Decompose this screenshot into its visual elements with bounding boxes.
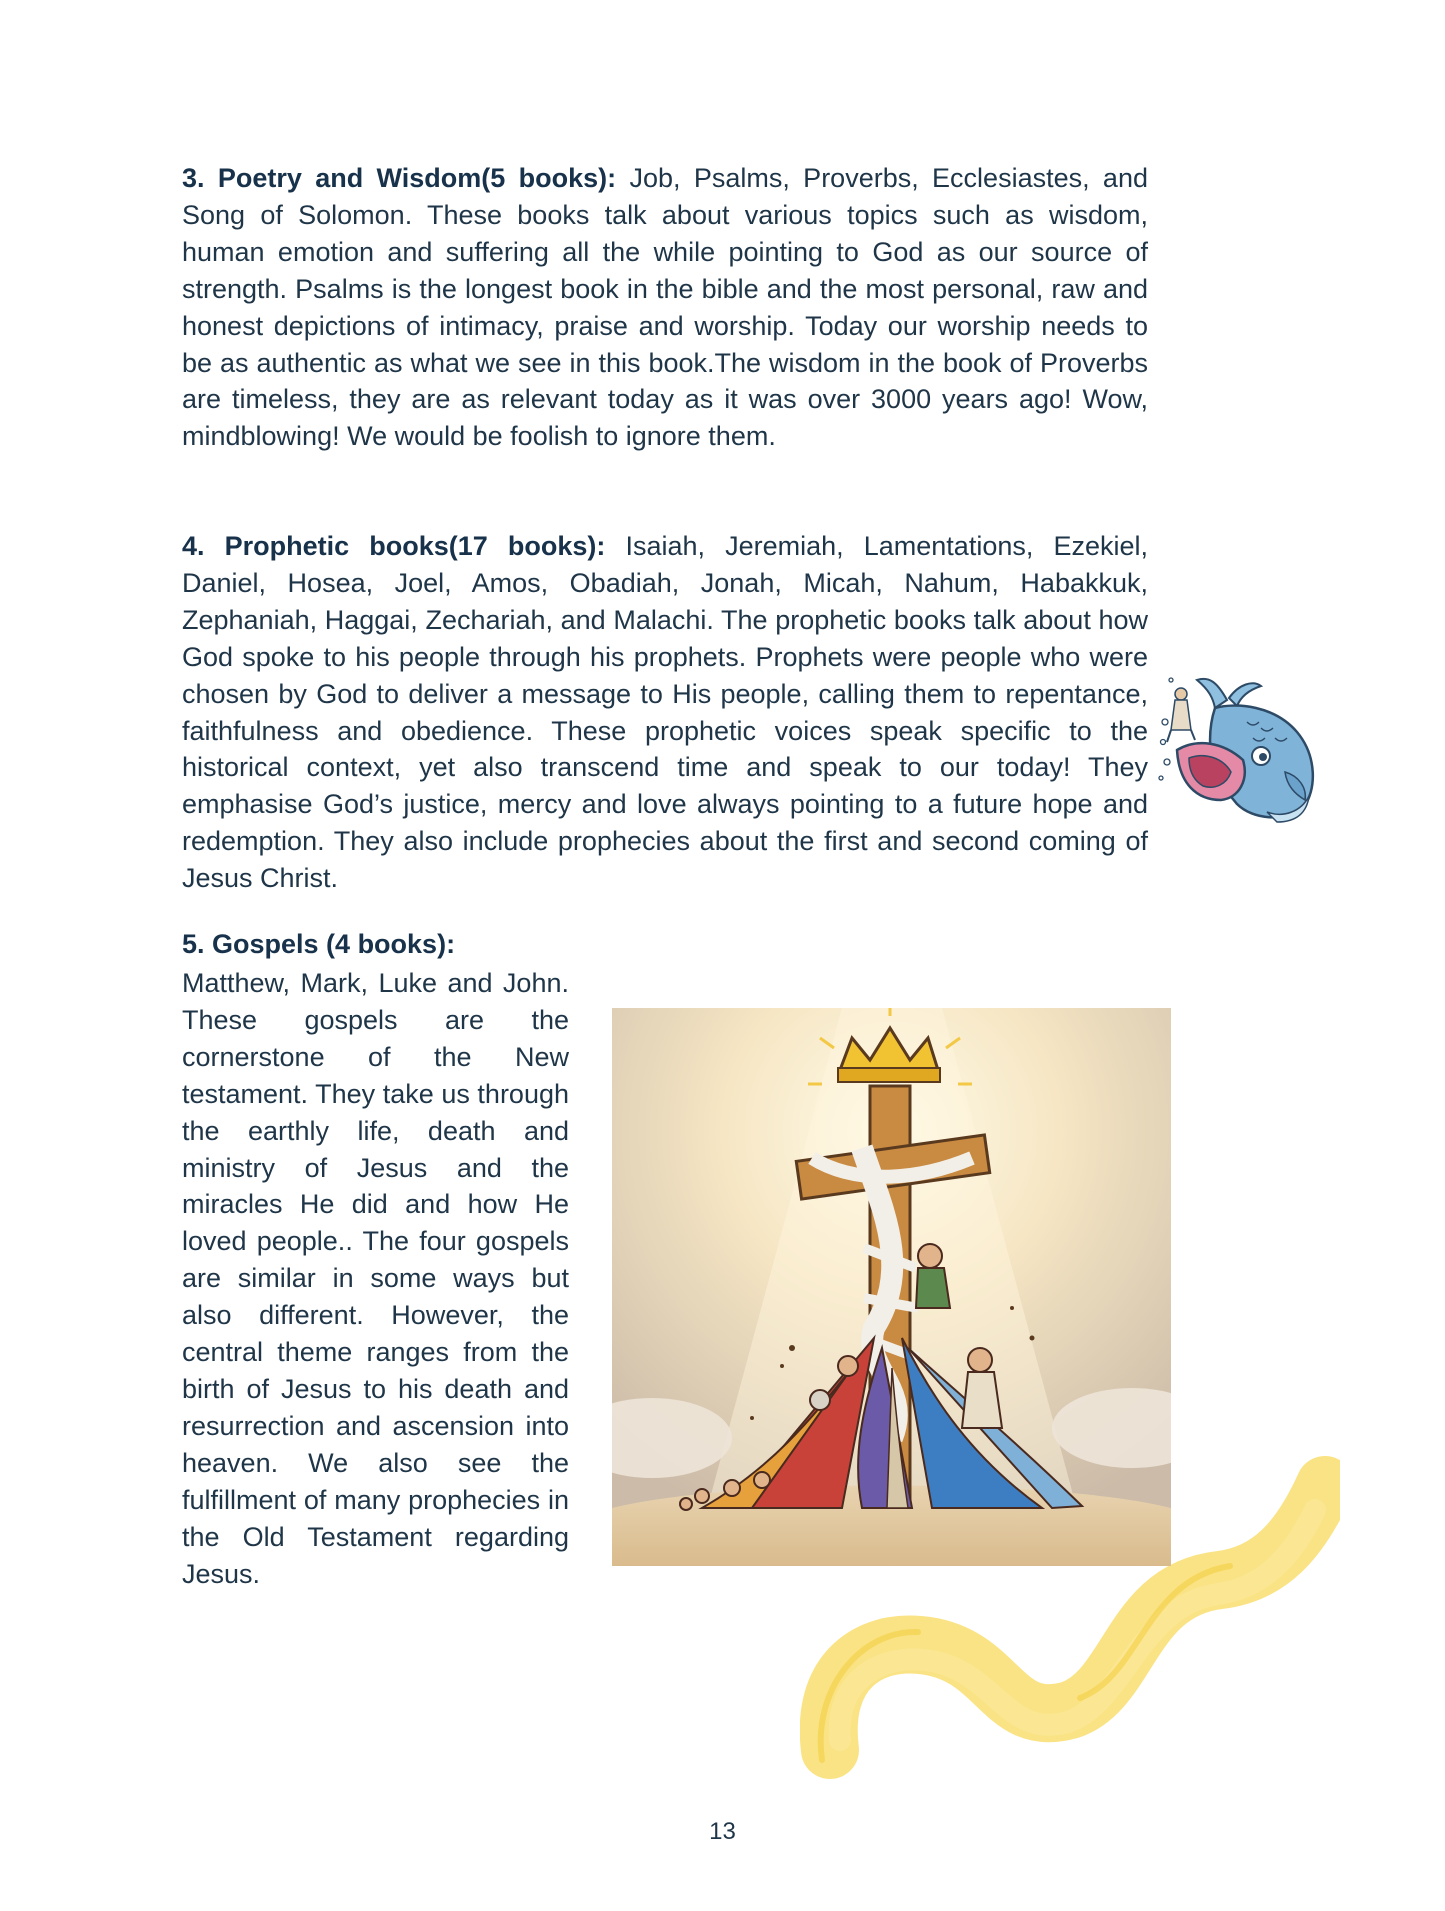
poetry-wisdom-heading: 3. Poetry and Wisdom(5 books):: [182, 163, 617, 193]
gospels-heading: 5. Gospels (4 books):: [182, 929, 456, 959]
poetry-wisdom-paragraph: [182, 160, 1148, 455]
crowned-cross-illustration: [612, 1008, 1171, 1566]
prophetic-books-paragraph: [182, 528, 1148, 897]
poetry-wisdom-body: Job, Psalms, Proverbs, Ecclesiastes, and Song of Solomon. These books talk about various topics such as wisdom, human emotion and suffering all the while pointing to God as our source of strength. Psalms is the longest book in the bible and the most personal, raw and honest depictions of intimacy, praise and worship. Today our worship needs to be as authentic as what we see in this book.The wisdom in the book of Proverbs are timeless, they are as relevant today as it was over 3000 years ago! Wow, mindblowing! We would be foolish to ignore them.: [182, 163, 1148, 452]
jonah-fish-illustration: [1157, 672, 1327, 834]
page-number: 13: [709, 1818, 736, 1845]
prophetic-books-heading: 4. Prophetic books(17 books):: [182, 531, 606, 561]
prophetic-books-body: Isaiah, Jeremiah, Lamentations, Ezekiel, Daniel, Hosea, Joel, Amos, Obadiah, Jonah, Micah, Nahum, Habakkuk, Zephaniah, Haggai, Zechariah, and Malachi. The prophetic books talk about how God spoke to his people through his prophets. Prophets were people who were chosen by God to deliver a message to His people, calling them to repentance, faithfulness and obedience. These prophetic voices speak specific to the historical context, yet also transcend time and speak to our today! They emphasise God’s justice, mercy and love always pointing to a future hope and redemption. They also include prophecies about the first and second coming of Jesus Christ.: [182, 531, 1148, 894]
gospels-body: Matthew, Mark, Luke and John. These gospels are the cornerstone of the New testament. They take us through the earthly life, death and ministry of Jesus and the miracles He did and how He loved people.. The four gospels are similar in some ways but also different. However, the central theme ranges from the birth of Jesus to his death and resurrection and ascension into heaven. We also see the fulfillment of many prophecies in the Old Testament regarding Jesus.: [182, 968, 569, 1589]
